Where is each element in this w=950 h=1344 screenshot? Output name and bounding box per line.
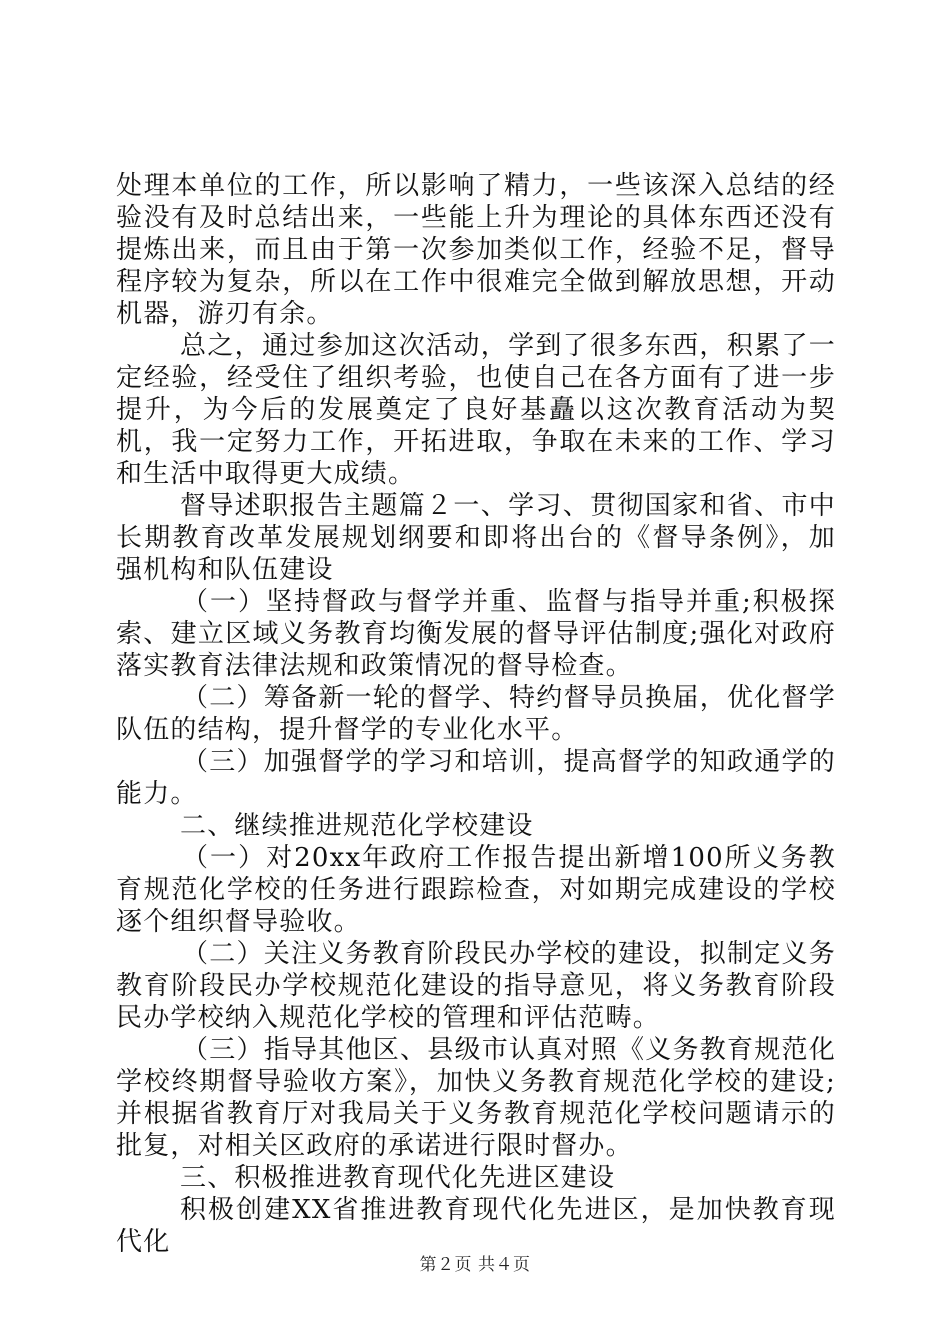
paragraph-item: （一）坚持督政与督学并重、监督与指导并重;积极探索、建立区域义务教育均衡发展的督导评估制度;强化对政府落实教育法律法规和政策情况的督导检查。 xyxy=(116,587,836,681)
page-footer: 第２页 共４页 xyxy=(419,1255,531,1275)
paragraph-item: （二）筹备新一轮的督学、特约督导员换届，优化督学队伍的结构，提升督学的专业化水平。 xyxy=(116,683,836,745)
paragraph-item: （一）对20xx年政府工作报告提出新增100所义务教育规范化学校的任务进行跟踪检查，对如期完成建设的学校逐个组织督导验收。 xyxy=(116,843,836,937)
section-heading: 二、继续推进规范化学校建设 xyxy=(180,811,534,841)
paragraph-body: 积极创建XX省推进教育现代化先进区，是加快教育现代化 xyxy=(116,1195,836,1257)
document-body xyxy=(116,170,836,1258)
paragraph-item: （二）关注义务教育阶段民办学校的建设，拟制定义务教育阶段民办学校规范化建设的指导意见，将义务教育阶段民办学校纳入规范化学校的管理和评估范畴。 xyxy=(116,939,836,1033)
paragraph-continuation: 处理本单位的工作，所以影响了精力，一些该深入总结的经验没有及时总结出来，一些能上升为理论的具体东西还没有提炼出来，而且由于第一次参加类似工作，经验不足，督导程序较为复杂，所以在工作中很难完全做到解放思想，开动机器，游刃有余。 xyxy=(116,171,836,329)
paragraph-summary: 总之，通过参加这次活动，学到了很多东西，积累了一定经验，经受住了组织考验，也使自己在各方面有了进一步提升，为今后的发展奠定了良好基矗以这次教育活动为契机，我一定努力工作，开拓进取，争取在未来的工作、学习和生活中取得更大成绩。 xyxy=(116,331,836,489)
paragraph-item: （三）指导其他区、县级市认真对照《义务教育规范化学校终期督导验收方案》，加快义务教育规范化学校的建设;并根据省教育厅对我局关于义务教育规范化学校问题请示的批复，对相关区政府的承诺进行限时督办。 xyxy=(116,1035,836,1161)
section-heading: 三、积极推进教育现代化先进区建设 xyxy=(180,1163,616,1193)
paragraph-section-heading: 督导述职报告主题篇２一、学习、贯彻国家和省、市中长期教育改革发展规划纲要和即将出台的《督导条例》，加强机构和队伍建设 xyxy=(116,491,836,585)
paragraph-item: （三）加强督学的学习和培训，提高督学的知政通学的能力。 xyxy=(116,747,836,809)
